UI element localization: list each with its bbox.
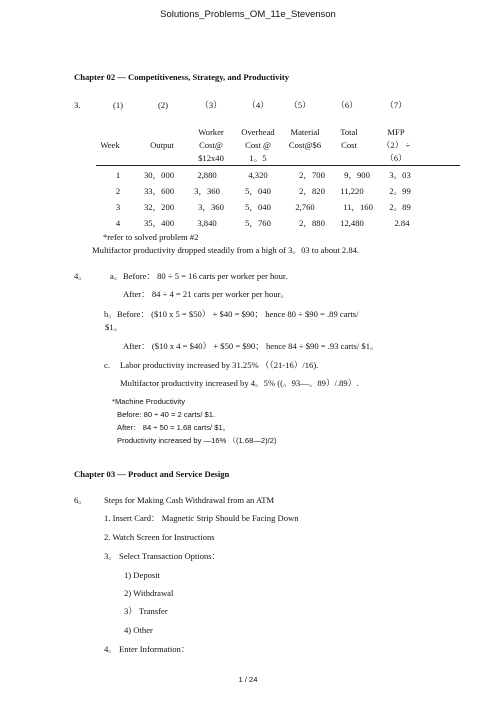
machine-productivity-title: *Machine Productivity — [112, 397, 186, 406]
machine-change: Productivity increased by —16% （(1.68—2)/2) — [117, 436, 277, 445]
cell-total-cost: 11,220 — [340, 186, 364, 196]
col-number-5: （5） — [289, 100, 311, 110]
header-week: Week — [100, 140, 120, 150]
cell-mfp: 2.84 — [394, 218, 410, 228]
problem-3-number: 3. — [74, 100, 81, 110]
list-item: 3。 Select Transaction Options： — [104, 551, 221, 561]
cell-worker-cost: 3,840 — [197, 218, 217, 228]
problem-6-number: 6。 — [74, 495, 87, 505]
list-item: 2) Withdrawal — [124, 588, 174, 598]
cell-overhead-cost: 5，040 — [245, 186, 271, 196]
list-item: 4) Other — [124, 625, 153, 635]
header-mfp-1: MFP — [387, 127, 405, 137]
cell-worker-cost: 3，360 — [194, 186, 220, 196]
list-item: 2. Watch Screen for Instructions — [104, 532, 215, 542]
header-total-2: Cost — [341, 140, 357, 150]
part-a-before: Before： 80 ÷ 5 = 16 carts per worker per hour. — [123, 271, 288, 281]
list-item: 3） Transfer — [124, 606, 168, 616]
part-b-before: Before： ($10 x 5 = $50） + $40 = $90； hence 80 ÷ $90 = .89 carts/ — [117, 309, 359, 319]
cell-overhead-cost: 4,320 — [248, 170, 268, 180]
cell-worker-cost: 2,880 — [197, 170, 217, 180]
header-mfp-3: （6） — [385, 153, 407, 163]
list-item: 4。 Enter Information： — [104, 644, 190, 654]
col-number-1: (1) — [112, 100, 124, 110]
header-output: Output — [150, 140, 174, 150]
cell-material-cost: 2，880 — [299, 218, 325, 228]
cell-mfp: 2。99 — [389, 186, 411, 196]
part-b-label: b。 — [104, 309, 117, 319]
part-b-before-cont: $1。 — [105, 322, 123, 332]
part-c-label: c. — [104, 360, 110, 370]
header-overhead-3: 1。5 — [249, 153, 267, 163]
cell-week: 4 — [115, 218, 121, 228]
cell-material-cost: 2，820 — [299, 186, 325, 196]
list-item: 1. Insert Card： Magnetic Strip Should be Facing Down — [104, 513, 299, 523]
problem-4-number: 4。 — [74, 271, 87, 281]
machine-after: After： 84 ÷ 50 = 1.68 carts/ $1。 — [117, 423, 231, 432]
header-total-1: Total — [340, 127, 358, 137]
header-material-2: Cost@$6 — [288, 140, 322, 150]
problem-3-conclusion: Multifactor productivity dropped steadily from a high of 3。03 to about 2.84. — [92, 245, 360, 255]
cell-total-cost: 11，160 — [343, 202, 373, 212]
cell-total-cost: 9，900 — [344, 170, 370, 180]
part-c-labor: Labor productivity increased by 31.25% （（21-16）/16). — [120, 360, 319, 370]
part-a-label: a。 — [110, 271, 123, 281]
cell-material-cost: 2，700 — [299, 170, 325, 180]
running-header: Solutions_Problems_OM_11e_Stevenson — [160, 9, 336, 20]
cell-mfp: 3。03 — [389, 170, 411, 180]
cell-output: 32，200 — [143, 202, 175, 212]
part-b-after: After： ($10 x 4 = $40） + $50 = $90； hence 84 ÷ $90 = .93 carts/ $1。 — [123, 341, 379, 351]
header-overhead-2: Cost @ — [245, 140, 271, 150]
chapter-02-heading: Chapter 02 — Competitiveness, Strategy, and Productivity — [74, 72, 289, 82]
header-worker-1: Worker — [198, 127, 224, 137]
header-overhead-1: Overhead — [241, 127, 275, 137]
col-number-7: （7） — [385, 100, 407, 110]
cell-mfp: 2。89 — [389, 202, 411, 212]
cell-week: 1 — [115, 170, 121, 180]
machine-before: Before: 80 ÷ 40 = 2 carts/ $1. — [117, 410, 216, 419]
cell-week: 2 — [115, 186, 121, 196]
list-item: 1) Deposit — [124, 570, 161, 580]
col-number-3: （3） — [200, 100, 222, 110]
atm-steps-title: Steps for Making Cash Withdrawal from an ATM — [104, 495, 275, 505]
cell-overhead-cost: 5，760 — [245, 218, 271, 228]
header-mfp-2: （2） ÷ — [381, 140, 411, 150]
header-worker-2: Cost@ — [199, 140, 223, 150]
cell-material-cost: 2,760 — [295, 202, 315, 212]
cell-output: 33，600 — [143, 186, 175, 196]
cell-output: 35，400 — [143, 218, 175, 228]
header-worker-3: $12x40 — [198, 153, 224, 163]
cell-total-cost: 12,480 — [340, 218, 364, 228]
chapter-03-heading: Chapter 03 — Product and Service Design — [74, 469, 230, 479]
part-a-after: After： 84 ÷ 4 = 21 carts per worker per hour。 — [123, 289, 290, 299]
cell-overhead-cost: 5，040 — [245, 202, 271, 212]
header-material-1: Material — [290, 127, 320, 137]
part-c-multifactor: Multifactor productivity increased by 4。5% ((。93—。89）/.89）. — [120, 378, 359, 388]
header-rule — [96, 165, 460, 166]
col-number-4: （4） — [247, 100, 269, 110]
col-number-2: (2) — [157, 100, 169, 110]
page-number: 1 / 24 — [238, 675, 258, 684]
cell-output: 30，000 — [143, 170, 175, 180]
cell-worker-cost: 3，360 — [198, 202, 224, 212]
cell-week: 3 — [115, 202, 121, 212]
table-footnote: *refer to solved problem #2 — [103, 232, 199, 242]
col-number-6: （6） — [336, 100, 358, 110]
